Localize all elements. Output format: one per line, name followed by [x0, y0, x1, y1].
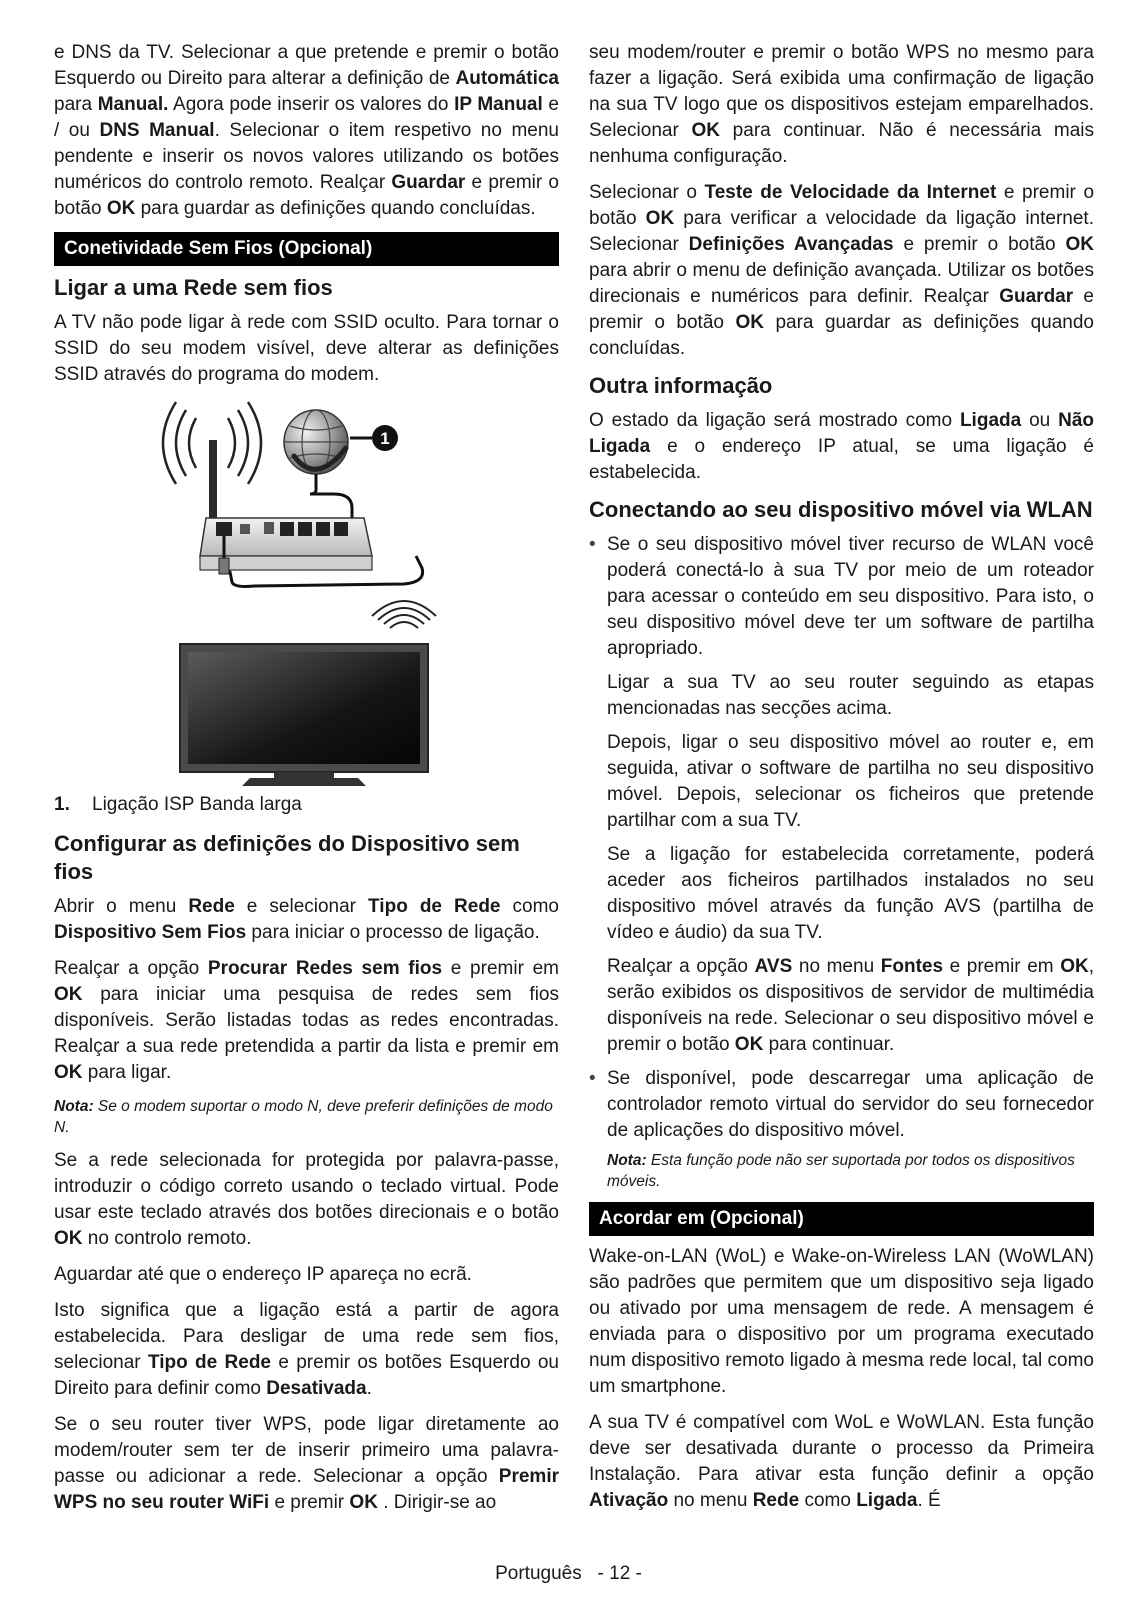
paragraph-wol-compat: A sua TV é compatível com WoL e WoWLAN. Esta função deve ser desativada durante o processo da Primeira Instalação. Para ativar esta função definir a opção Ativação no menu Rede como Ligada. É	[589, 1412, 1094, 1511]
paragraph-wps: Se o seu router tiver WPS, pode ligar diretamente ao modem/router sem ter de inserir primeiro uma palavra-passe ou adicionar a rede. Selecionar a opção Premir WPS no seu router WiFi e premir OK . Dirigir-se ao	[54, 1414, 559, 1513]
figure-caption	[54, 792, 559, 818]
internet-globe-icon	[284, 410, 348, 474]
paragraph-scan-networks: Realçar a opção Procurar Redes sem fios e premir em OK para iniciar uma pesquisa de redes sem fios disponíveis. Serão listadas todas as redes encontradas. Realçar a sua rede pretendida a partir da lista e premir em OK para ligar.	[54, 958, 559, 1083]
paragraph-wol: Wake-on-LAN (WoL) e Wake-on-Wireless LAN (WoWLAN) são padrões que permitem que um dispositivo seja ligado ou ativado por uma mensagem de rede. A mensagem é enviada para o dispositivo por um programa executado num dispositivo remoto ligado à mesma rede local, tal como um smartphone.	[589, 1246, 1094, 1397]
paragraph-remote-app: • Se disponível, pode descarregar uma aplicação de controlador remoto virtual do servidor do seu fornecedor de aplicações do dispositivo móvel.	[607, 1068, 1094, 1141]
list-item	[589, 1066, 1094, 1192]
paragraph-avs-access: Se a ligação for estabelecida corretamente, poderá aceder aos ficheiros partilhados instalados no seu dispositivo móvel através da função AVS (partilha de vídeo e áudio) da sua TV.	[607, 844, 1094, 943]
caption-number: 1.	[54, 794, 70, 815]
left-column	[54, 40, 559, 1526]
heading-other-info: Outra informação	[589, 373, 773, 398]
paragraph-activate-sharing: Depois, ligar o seu dispositivo móvel ao router e, em seguida, ativar o software de partilha no seu dispositivo móvel. Depois, selecionar os ficheiros que pretende partilhar com a sua TV.	[607, 732, 1094, 831]
note-mobile-support: Nota: Esta função pode não ser suportada por todos os dispositivos móveis.	[607, 1152, 1075, 1190]
heading-mobile-wlan: Conectando ao seu dispositivo móvel via WLAN	[589, 497, 1093, 522]
paragraph-avs-option: Realçar a opção AVS no menu Fontes e premir em OK, serão exibidos os dispositivos de servidor de multimédia disponíveis na rede. Selecionar o seu dispositivo móvel e premir o botão OK para continuar.	[607, 956, 1095, 1055]
bullet-list	[589, 532, 1094, 1192]
paragraph-connect-router: Ligar a sua TV ao seu router seguindo as etapas mencionadas nas secções acima.	[607, 672, 1094, 719]
paragraph-connection-status: O estado da ligação será mostrado como Ligada ou Não Ligada e o endereço IP atual, se uma ligação é estabelecida.	[589, 410, 1094, 483]
note-n-mode: Nota: Se o modem suportar o modo N, deve preferir definições de modo N.	[54, 1098, 553, 1136]
paragraph-password: Se a rede selecionada for protegida por palavra-passe, introduzir o código correto usando o teclado virtual. Pode usar este teclado através dos botões direcionais e o botão OK no controlo remoto.	[54, 1150, 559, 1249]
globe-cable	[310, 474, 352, 520]
paragraph-speed-test: Selecionar o Teste de Velocidade da Internet e premir o botão OK para verificar a velocidade da ligação internet. Selecionar Definições Avançadas e premir o botão OK para abrir o menu de definição avançada. Utilizar os botões direcionais e numéricos para definir. Realçar Guardar e premir o botão OK para guardar as definições quando concluídas.	[589, 182, 1095, 359]
callout-number: 1	[380, 429, 390, 448]
heading-configure-wireless: Configurar as definições do Dispositivo sem fios	[54, 831, 520, 884]
tv-icon	[180, 644, 428, 786]
section-bar-wake-on: Acordar em (Opcional)	[589, 1202, 1094, 1236]
paragraph-mobile-sharing: • Se o seu dispositivo móvel tiver recurso de WLAN você poderá conectá-lo à sua TV por meio de um roteador para acessar o conteúdo em seu dispositivo. Para isto, o seu dispositivo móvel deve ter um software de partilha apropriado.	[607, 534, 1094, 659]
paragraph-disconnect: Isto significa que a ligação está a partir de agora estabelecida. Para desligar de uma rede sem fios, selecionar Tipo de Rede e premir os botões Esquerdo ou Direito para definir como Desativada.	[54, 1300, 559, 1399]
router-antenna	[209, 440, 217, 522]
paragraph-wait-ip: Aguardar até que o endereço IP apareça no ecrã.	[54, 1264, 472, 1285]
tv-signal-waves-icon	[372, 601, 436, 628]
paragraph-ssid: A TV não pode ligar à rede com SSID oculto. Para tornar o SSID do seu modem visível, deve alterar as definições SSID através do programa do modem.	[54, 312, 559, 385]
right-column	[589, 40, 1094, 1524]
list-item	[589, 532, 1094, 1058]
paragraph-wps-continued: seu modem/router e premir o botão WPS no mesmo para fazer a ligação. Será exibida uma confirmação de ligação na sua TV logo que os dispositivos estejam emparelhados. Selecionar OK para continuar. Não é necessária mais nenhuma configuração.	[589, 42, 1095, 167]
paragraph-dns-settings: e DNS da TV. Selecionar a que pretende e premir o botão Esquerdo ou Direito para alterar a definição de Automática para Manual. Agora pode inserir os valores do IP Manual e / ou DNS Manual. Selecionar o item respetivo no menu pendente e inserir os novos valores utilizando os botões numéricos do controlo remoto. Realçar Guardar e premir o botão OK para guardar as definições quando concluídas.	[54, 42, 559, 219]
section-bar-wireless: Conetividade Sem Fios (Opcional)	[54, 232, 559, 266]
paragraph-open-network-menu: Abrir o menu Rede e selecionar Tipo de Rede como Dispositivo Sem Fios para iniciar o processo de ligação.	[54, 896, 559, 943]
heading-connect-wireless: Ligar a uma Rede sem fios	[54, 275, 333, 300]
page-footer: Português - 12 -	[495, 1563, 642, 1584]
wireless-connection-figure	[54, 398, 559, 788]
caption-text: Ligação ISP Banda larga	[92, 794, 302, 815]
